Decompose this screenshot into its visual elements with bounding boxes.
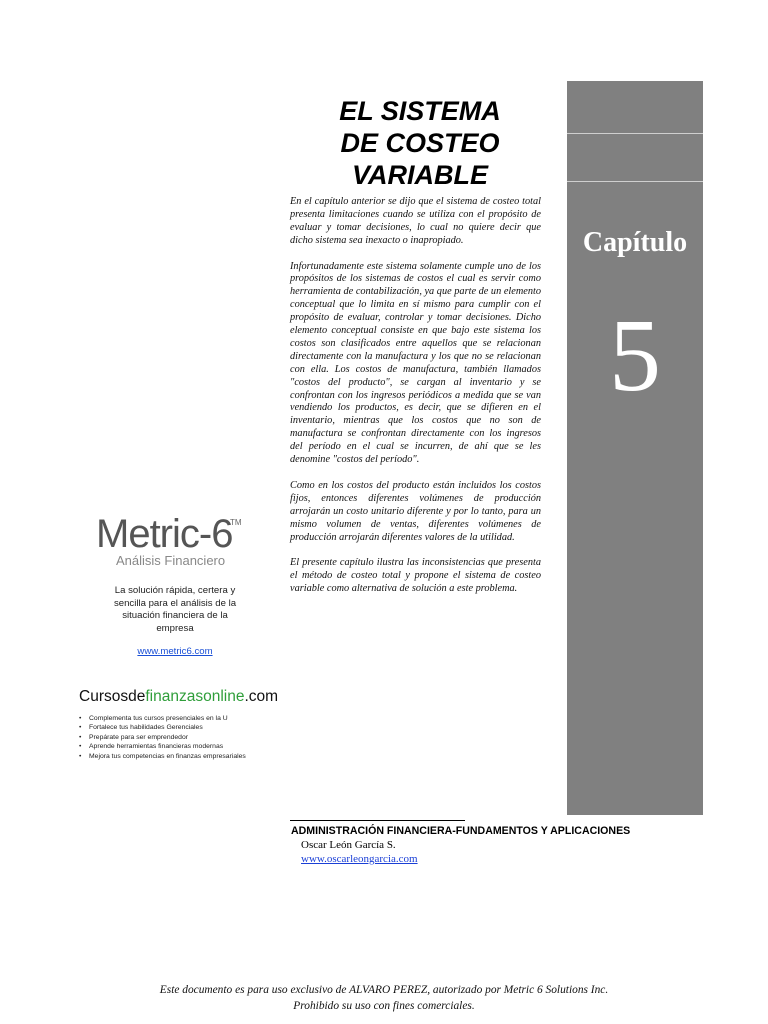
- cursos-logo-prefix: Cursosde: [79, 688, 146, 705]
- list-item: • Fortalece tus habilidades Gerenciales: [79, 723, 279, 732]
- book-title: ADMINISTRACIÓN FINANCIERA-FUNDAMENTOS Y APLICACIONES: [291, 825, 631, 837]
- list-item: • Aprende herramientas financieras modernas: [79, 742, 279, 751]
- list-item: • Prepárate para ser emprendedor: [79, 733, 279, 742]
- footnote-rule: [290, 820, 465, 821]
- usage-notice-line: Prohibido su uso con fines comerciales.: [293, 1000, 475, 1012]
- metric6-link[interactable]: www.metric6.com: [137, 646, 213, 657]
- list-item: • Complementa tus cursos presenciales en la U: [79, 714, 279, 723]
- cursos-logo-highlight: finanzasonline: [145, 688, 245, 705]
- chapter-label: Capítulo: [582, 227, 688, 258]
- list-item: • Mejora tus competencias en finanzas empresariales: [79, 752, 279, 761]
- ad-tagline-line: sencilla para el análisis de la: [113, 597, 237, 609]
- chapter-number: 5: [609, 298, 661, 413]
- book-author: Oscar León García S.: [301, 839, 396, 851]
- metric6-logo: Metric-6: [96, 512, 233, 556]
- ad-tagline-line: empresa: [156, 622, 194, 634]
- body-text: [290, 196, 541, 609]
- cursos-logo-suffix: .com: [244, 688, 279, 705]
- chapter-title-line: VARIABLE: [351, 160, 488, 190]
- cursos-logo: [79, 687, 278, 707]
- body-paragraph: Infortunadamente este sistema solamente cumple uno de los propósitos de los sistemas de costos el cual es servir como herramienta de contabilización, ya que parte de un elemento conceptual que lo limita en sí mismo para cumplir con el propósito de evaluar, controlar y tomar decisiones. Dicho elemento conceptual consiste en que bajo este sistema los costos son clasificados entre aquellos que se relacionan directamente con la manufactura y los que no se relacionan con ella. Los costos de manufactura, también llamados "costos del producto", se cargan al inventario y se confrontan con los ingresos periódicos a medida que se van vendiendo los productos, es decir, que se difieren en el inventario, mientras que los costos que no son de manufactura se confrontan directamente con los ingresos del período en el cual se incurren, de ahí que se les denomine "costos del período".: [290, 260, 541, 466]
- cursos-benefits-list: [79, 714, 279, 761]
- body-paragraph: El presente capítulo ilustra las inconsistencias que presenta el método de costeo total y propone el sistema de costeo variable como alternativa de solución a este problema.: [290, 557, 541, 595]
- metric6-subtitle: Análisis Financiero: [116, 553, 226, 568]
- band-divider: [567, 181, 703, 182]
- chapter-band: [567, 81, 703, 815]
- chapter-title-line: DE COSTEO: [340, 128, 500, 158]
- chapter-title-line: EL SISTEMA: [339, 96, 501, 126]
- usage-notice: [0, 982, 768, 1014]
- author-website-link[interactable]: www.oscarleongarcia.com: [301, 853, 418, 865]
- band-divider: [567, 133, 703, 134]
- body-paragraph: Como en los costos del producto están incluidos los costos fijos, entonces diferentes volúmenes de producción arrojarán un costo unitario diferente y por lo tanto, para un mismo volumen de ventas, diferentes volúmenes de producción arrojarán diferentes valores de la utilidad.: [290, 479, 541, 543]
- ad-tagline-line: La solución rápida, certera y: [114, 585, 236, 596]
- body-paragraph: En el capítulo anterior se dijo que el sistema de costeo total presenta limitaciones cuando se utiliza con el propósito de evaluar y tomar decisiones, lo cual no quiere decir que dicho sistema sea inexacto o inapropiado.: [290, 196, 541, 246]
- chapter-title: [300, 95, 540, 191]
- usage-notice-line: Este documento es para uso exclusivo de ALVARO PEREZ, autorizado por Metric 6 Solutions Inc.: [159, 984, 609, 996]
- trademark-mark: TM: [230, 518, 242, 527]
- ad-tagline-line: situación financiera de la: [122, 610, 228, 621]
- ad-tagline: [72, 585, 278, 635]
